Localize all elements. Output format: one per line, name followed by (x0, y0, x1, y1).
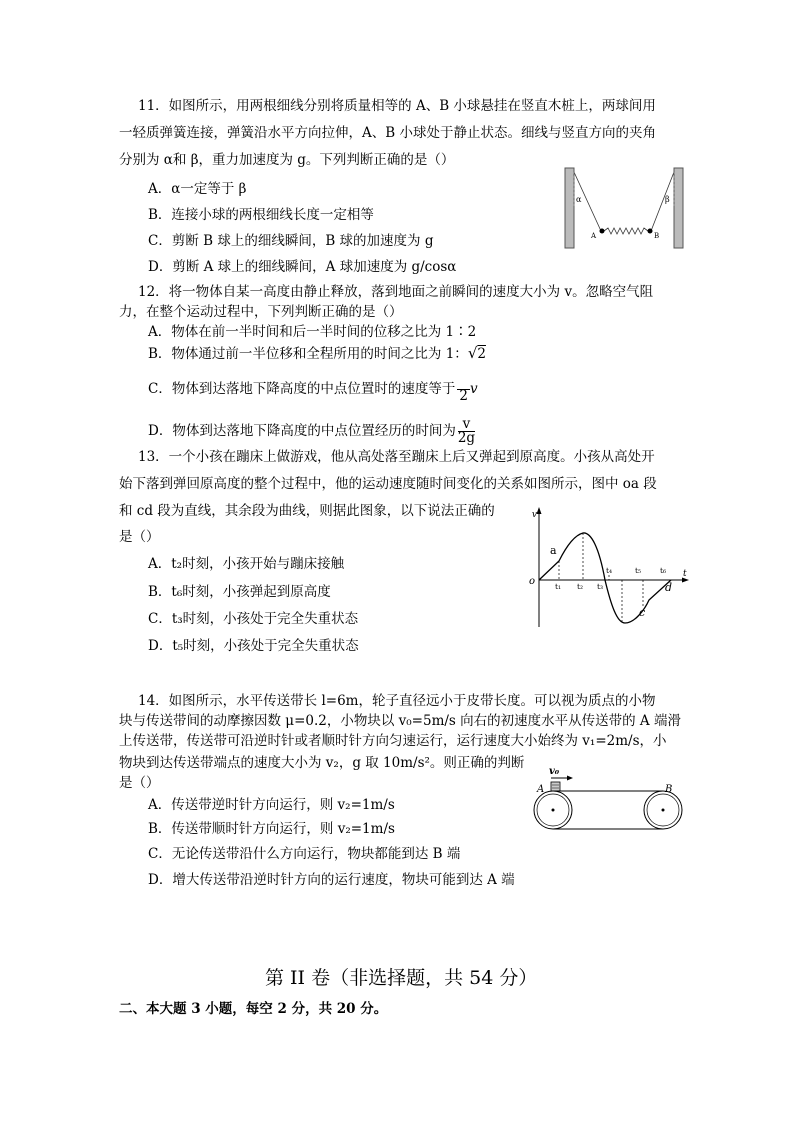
q11-option-c: C．剪断 B 球上的细线瞬间，B 球的加速度为 g (148, 233, 434, 249)
q14-option-c: C．无论传送带沿什么方向运行，物块都能到达 B 端 (148, 846, 461, 862)
section-title: 第 II 卷（非选择题，共 54 分） (265, 967, 538, 989)
sqrt-radicand: 2 (477, 346, 486, 362)
q14-stem-line1: 14．如图所示，水平传送带长 l=6m，轮子直径远小于皮带长度。可以视为质点的小物 (138, 693, 656, 709)
frac-den: 2 (459, 388, 468, 404)
q13-stem-line1: 13．一个小孩在蹦床上做游戏，他从高处落至蹦床上后又弹起到原高度。小孩从高处开 (138, 449, 655, 465)
origin-label: o (529, 576, 536, 587)
q12-stem-line1: 12．将一物体自某一高度由静止释放，落到地面之前瞬间的速度大小为 v。忽略空气阻 (138, 284, 654, 300)
q12-option-c (148, 376, 478, 403)
tick-t2: t₂ (577, 582, 584, 591)
q13-vt-graph (525, 505, 690, 630)
ball-a (600, 229, 605, 234)
q12-c-v: v (469, 381, 478, 397)
frac-num: v (458, 418, 475, 432)
ball-b-label: B (654, 232, 660, 240)
end-b-label: B (665, 784, 673, 795)
beta-label: β (665, 195, 670, 204)
v-label: v (531, 510, 537, 520)
tick-t5: t₅ (635, 566, 642, 575)
q11-stem-line3: 分别为 α和 β，重力加速度为 g。下列判断正确的是（） (119, 152, 455, 168)
ball-a-label: A (591, 232, 597, 240)
tick-t1: t₁ (555, 582, 562, 591)
q11-stem-line1: 11．如图所示，用两根细线分别将质量相等的 A、B 小球悬挂在竖直木桩上，两球间用 (138, 98, 656, 114)
q14-option-d: D．增大传送带沿逆时针方向的运行速度，物块可能到达 A 端 (148, 872, 515, 888)
end-a-label: A (537, 784, 545, 795)
sqrt-symbol: √ (467, 344, 478, 362)
frac-den: 2g (457, 430, 476, 446)
q11-option-b: B．连接小球的两根细线长度一定相等 (148, 207, 374, 223)
q14-option-a: A．传送带逆时针方向运行，则 v₂=1m/s (148, 797, 395, 813)
section-subtitle: 二、本大题 3 小题，每空 2 分，共 20 分。 (119, 1001, 388, 1017)
tick-t3: t₃ (597, 582, 604, 591)
q13-option-c: C．t₃时刻，小孩处于完全失重状态 (148, 611, 359, 627)
q11-option-d: D．剪断 A 球上的细线瞬间，A 球加速度为 g/cosα (148, 259, 457, 275)
q13-option-d: D．t₅时刻，小孩处于完全失重状态 (148, 638, 359, 654)
q14-stem-line3: 上传送带，传送带可沿逆时针或者顺时针方向匀速运行，运行速度大小始终为 v₁=2m/s，小 (119, 733, 667, 749)
q12-stem-line2: 力，在整个运动过程中，下列判断正确的是（） (119, 304, 403, 320)
v0-label: v₀ (549, 766, 560, 777)
ball-b (648, 229, 653, 234)
alpha-label: α (576, 195, 582, 204)
q11-stem-line2: 一轻质弹簧连接，弹簧沿水平方向拉伸，A、B 小球处于静止状态。细线与竖直方向的夹角 (119, 125, 656, 141)
tick-t4: t₄ (606, 566, 613, 575)
q14-stem-line2: 块与传送带间的动摩擦因数 μ=0.2，小物块以 v₀=5m/s 向右的初速度水平从传送带的 A 端滑 (119, 713, 681, 729)
q11-figure (560, 166, 690, 250)
t-label: t (683, 569, 687, 579)
thread-b (651, 172, 674, 231)
q12-option-c-text: C．物体到达落地下降高度的中点位置时的速度等于 (148, 381, 456, 397)
block (551, 782, 560, 791)
q14-stem-line4: 物块到达传送带端点的速度大小为 v₂，g 取 10m/s²。则正确的判断 (119, 755, 525, 771)
point-d-label: d (665, 581, 673, 594)
q12-option-d (148, 418, 475, 445)
q13-stem-line4: 是（） (119, 529, 160, 545)
left-post (565, 168, 574, 248)
spring (604, 228, 648, 234)
point-a-label: a (550, 544, 557, 557)
q13-stem-line2: 始下落到弹回原高度的整个过程中，他的运动速度随时间变化的关系如图所示，图中 oa 段 (119, 476, 657, 492)
right-post (674, 168, 683, 248)
q11-option-a: A．α一定等于 β (148, 181, 247, 197)
q14-conveyor-figure (533, 758, 688, 833)
q13-option-a: A．t₂时刻，小孩开始与蹦床接触 (148, 556, 345, 572)
tick-t6: t₆ (660, 566, 667, 575)
q14-stem-line5: 是（） (119, 775, 160, 791)
q13-stem-line3: 和 cd 段为直线，其余段为曲线，则据此图象，以下说法正确的 (119, 503, 495, 519)
q14-option-b: B．传送带顺时针方向运行，则 v₂=1m/s (148, 821, 395, 837)
q12-option-b-text: B．物体通过前一半位移和全程所用的时间之比为 1： (148, 346, 468, 362)
point-c-label: c (639, 606, 646, 619)
q12-c-fraction: $\frac{1}{2}$ (459, 374, 468, 404)
q12-option-d-text: D．物体到达落地下降高度的中点位置经历的时间为 (148, 423, 456, 439)
q12-option-a: A．物体在前一半时间和后一半时间的位移之比为 1∶2 (148, 324, 477, 340)
q13-option-b: B．t₆时刻，小孩弹起到原高度 (148, 584, 331, 600)
q12-option-b (148, 344, 486, 363)
q12-d-fraction (458, 418, 475, 445)
